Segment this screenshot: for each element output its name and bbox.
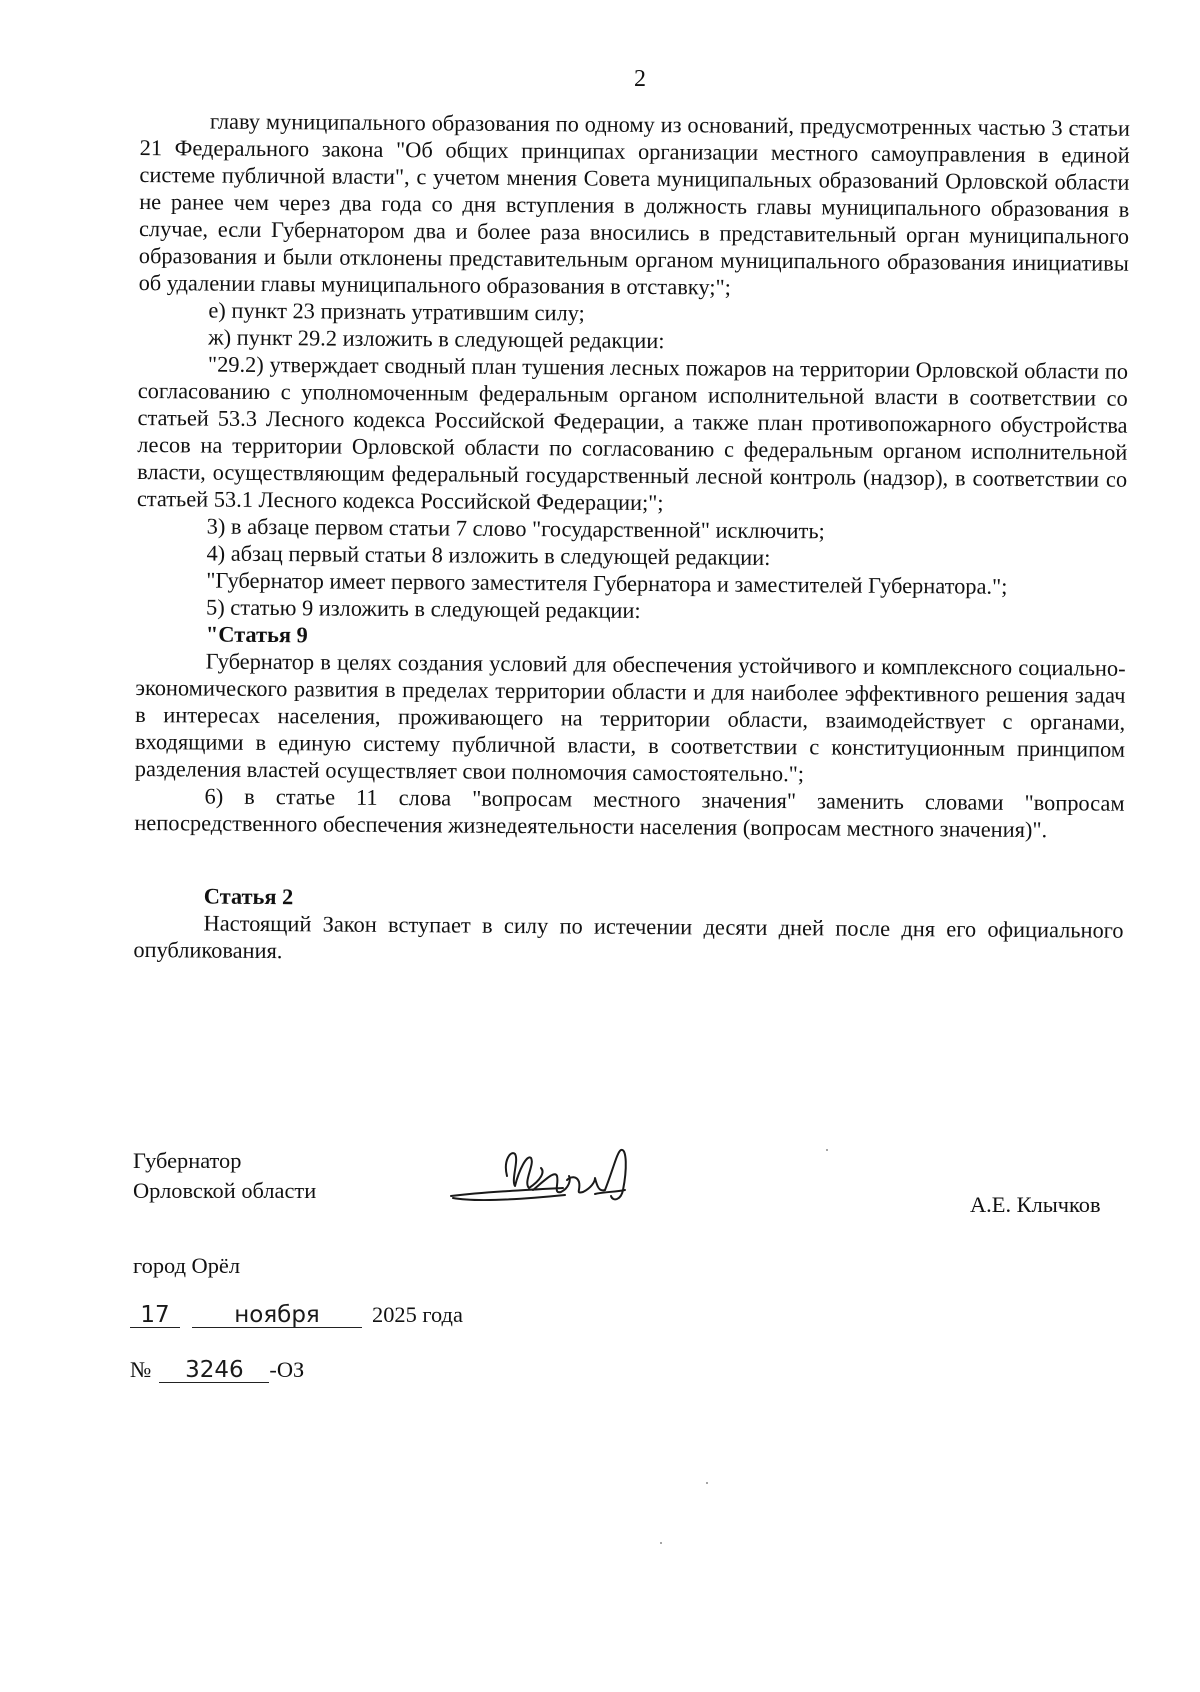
article-2-text: Настоящий Закон вступает в силу по истечении десяти дней после дня его официального опубликования. [133,910,1124,964]
paragraph-item-e: е) пункт 23 признать утратившим силу; [208,297,585,326]
article-9-heading: "Статья 9 [205,621,308,648]
scan-speck [660,1542,662,1544]
scan-speck [826,1149,828,1151]
position-line-2: Орловской области [133,1178,317,1203]
paragraph-29-2: "29.2) утверждает сводный план тушения лесных пожаров на территории Орловской области по согласованию с уполномоченным федеральным органом исполнительной власти в соответствии со статьей 53.3 Лесного кодекса Российской Федерации, а также план противопожарного обустройства лесов на территории Орловской области по согласованию с федеральным органом исполнительной власти, осуществляющим федеральный государственный лесной контроль (надзор), в соответствии со статьей 53.1 Лесного кодекса Российской Федерации;"; [136,351,1129,516]
signatory-position [133,1146,316,1206]
article-2-heading: Статья 2 [203,883,294,910]
page-number: 2 [634,66,646,92]
law-number [130,1357,304,1383]
paragraph-item-5: 5) статью 9 изложить в следующей редакции: [205,594,641,623]
paragraph-continuation: главу муниципального образования по одному из оснований, предусмотренных частью 3 статьи 21 Федерального закона "Об общих принципах организации местного самоуправления в единой системе публичной власти", с учетом мнения Совета муниципальных образований Орловской области не ранее чем через два года со дня вступления в должность главы муниципального образования в случае, если Губернатором два и более раза вносились в представительный орган муниципального образования и были отклонены представительным органом муниципального образования инициативы об удалении главы муниципального образования в отставку;"; [138,108,1130,300]
number-sign: № [130,1357,152,1382]
paragraph-item-3: 3) в абзаце первом статьи 7 слово "государственной" исключить; [206,513,825,544]
date-day: 17 [130,1303,180,1328]
number-value: 3246 [159,1358,269,1383]
number-suffix: -ОЗ [269,1357,305,1382]
paragraph-item-6: 6) в статье 11 слова "вопросам местного значения" заменить словами "вопросам непосредственного обеспечения жизнедеятельности населения (вопросам местного значения)". [134,783,1125,843]
date-month: ноября [192,1303,362,1328]
paragraph-governor-deputies: "Губернатор имеет первого заместителя Губернатора и заместителей Губернатора."; [206,567,1008,599]
position-line-1: Губернатор [133,1148,242,1173]
paragraph-item-zh: ж) пункт 29.2 изложить в следующей редакции: [208,324,665,354]
article-9-text: Губернатор в целях создания условий для обеспечения устойчивого и комплексного социально-экономического развития в пределах территории области и для наиболее эффективного решения задач в интересах населения, проживающего на территории области, взаимодействует с органами, входящими в единую систему публичной власти, в соответствии с конституционным принципом разделения властей осуществляет свои полномочия самостоятельно."; [134,648,1126,787]
signing-date [130,1302,463,1328]
city-label: город Орёл [133,1253,241,1278]
signatory-name: А.Е. Клычков [970,1192,1101,1217]
scan-speck [706,1482,708,1484]
law-body-text [133,107,1130,971]
handwritten-signature [445,1140,665,1220]
date-year: 2025 года [372,1302,463,1327]
paragraph-item-4: 4) абзац первый статьи 8 изложить в следующей редакции: [206,540,771,570]
